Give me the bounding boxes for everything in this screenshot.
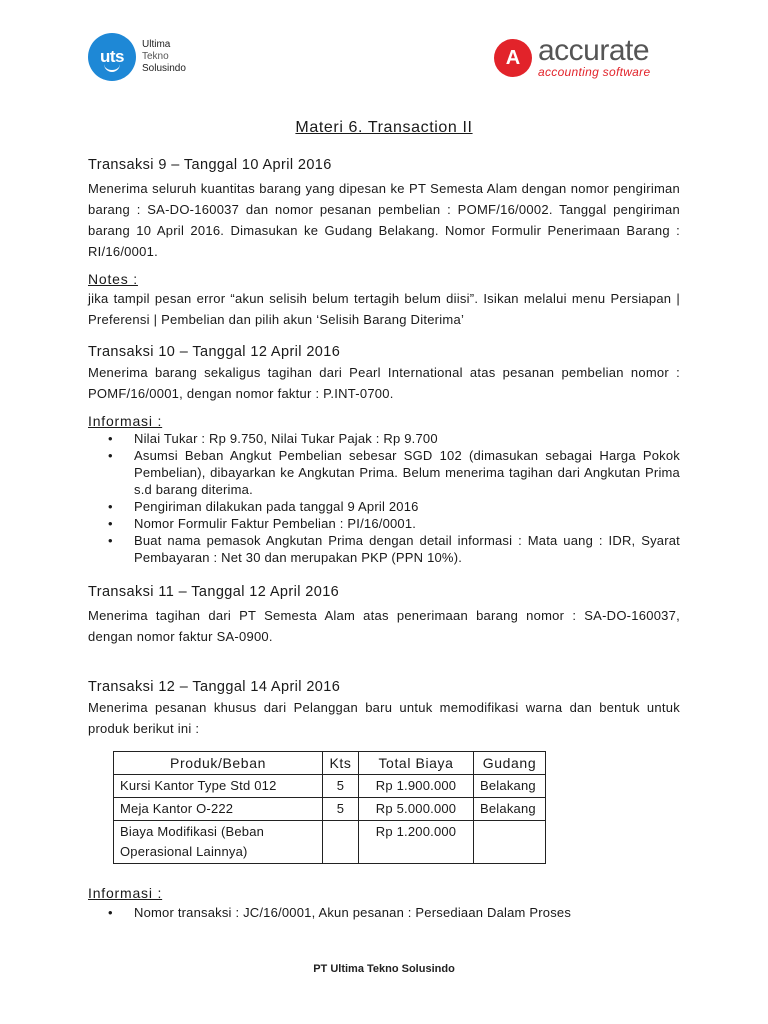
t12-heading: Transaksi 12 – Tanggal 14 April 2016 <box>88 679 341 695</box>
t12-info-list <box>88 904 680 921</box>
table-cell: 5 <box>323 775 359 798</box>
accurate-subtitle: accounting software <box>538 65 651 79</box>
t9-heading: Transaksi 9 – Tanggal 10 April 2016 <box>88 157 332 173</box>
list-item: • Asumsi Beban Angkut Pembelian sebesar SGD 102 (dimasukan sebagai Harga Pokok Pembelian), dibayarkan ke Angkutan Prima. Belum menerima tagihan dari Angkutan Prima s.d barang diterima. <box>108 448 680 497</box>
uts-logo-icon <box>88 33 136 81</box>
t11-body: Menerima tagihan dari PT Semesta Alam atas penerimaan barang nomor : SA-DO-160037, dengan nomor faktur SA-0900. <box>88 608 680 644</box>
table-header-row <box>114 752 546 775</box>
uts-line-2: Tekno <box>142 51 169 62</box>
t10-info-heading: Informasi : <box>88 413 163 429</box>
items-table <box>113 751 546 864</box>
table-cell: Belakang <box>474 775 546 798</box>
accurate-name: accurate <box>538 34 650 67</box>
page-footer: PT Ultima Tekno Solusindo <box>313 963 455 975</box>
uts-line-3: Solusindo <box>142 63 186 74</box>
table-cell: Rp 1.200.000 <box>359 821 474 864</box>
col-header: Kts <box>323 752 359 775</box>
t10-body: Menerima barang sekaligus tagihan dari Pearl International atas pesanan pembelian nomor : POMF/16/0001, dengan nomor faktur : P.INT-0700. <box>88 365 680 401</box>
col-header: Gudang <box>474 752 546 775</box>
t12-info-heading: Informasi : <box>88 885 163 901</box>
list-item: • Pengiriman dilakukan pada tanggal 9 April 2016 <box>108 499 419 514</box>
t10-info-list <box>88 430 680 566</box>
table-cell: Rp 1.900.000 <box>359 775 474 798</box>
table-row <box>114 821 546 864</box>
t10-heading: Transaksi 10 – Tanggal 12 April 2016 <box>88 344 341 360</box>
list-item: • Nilai Tukar : Rp 9.750, Nilai Tukar Pajak : Rp 9.700 <box>108 431 438 446</box>
col-header: Total Biaya <box>359 752 474 775</box>
content <box>88 155 680 921</box>
table-row <box>114 798 546 821</box>
table-cell: Belakang <box>474 798 546 821</box>
list-item: • Nomor Formulir Faktur Pembelian : PI/16/0001. <box>108 516 417 531</box>
table-row <box>114 775 546 798</box>
uts-logo-text <box>142 39 186 75</box>
uts-logo-mark-text: uts <box>100 47 124 66</box>
table-cell: Biaya Modifikasi (Beban Operasional Lainnya) <box>114 821 323 864</box>
list-item: • Nomor transaksi : JC/16/0001, Akun pesanan : Persediaan Dalam Proses <box>108 905 572 920</box>
notes-heading: Notes : <box>88 271 138 287</box>
table-cell: Meja Kantor O-222 <box>114 798 323 821</box>
uts-line-1: Ultima <box>142 39 171 50</box>
list-item: • Buat nama pemasok Angkutan Prima dengan detail informasi : Mata uang : IDR, Syarat Pembayaran : Net 30 dan merupakan PKP (PPN 10%). <box>108 533 680 565</box>
table-cell: Kursi Kantor Type Std 012 <box>114 775 323 798</box>
page-title: Materi 6. Transaction II <box>295 119 473 136</box>
t11-heading: Transaksi 11 – Tanggal 12 April 2016 <box>88 584 340 600</box>
table-cell <box>323 821 359 864</box>
notes-body: jika tampil pesan error “akun selisih belum tertagih belum diisi”. Isikan melalui menu Persiapan | Preferensi | Pembelian dan pilih akun ‘Selisih Barang Diterima’ <box>88 291 680 327</box>
table-cell: Rp 5.000.000 <box>359 798 474 821</box>
col-header: Produk/Beban <box>114 752 323 775</box>
accurate-logo-icon: A <box>494 39 532 77</box>
uts-logo <box>88 33 186 81</box>
t12-body: Menerima pesanan khusus dari Pelanggan baru untuk memodifikasi warna dan bentuk untuk produk berikut ini : <box>88 700 680 736</box>
accurate-logo <box>494 34 651 79</box>
table-cell <box>474 821 546 864</box>
t9-body: Menerima seluruh kuantitas barang yang dipesan ke PT Semesta Alam dengan nomor pengiriman barang : SA-DO-160037 dan nomor pesanan pembelian : POMF/16/0002. Tanggal pengiriman barang 10 April 2016. Dimasukan ke Gudang Belakang. Nomor Formulir Penerimaan Barang : RI/16/0001. <box>88 181 680 259</box>
table-cell: 5 <box>323 798 359 821</box>
